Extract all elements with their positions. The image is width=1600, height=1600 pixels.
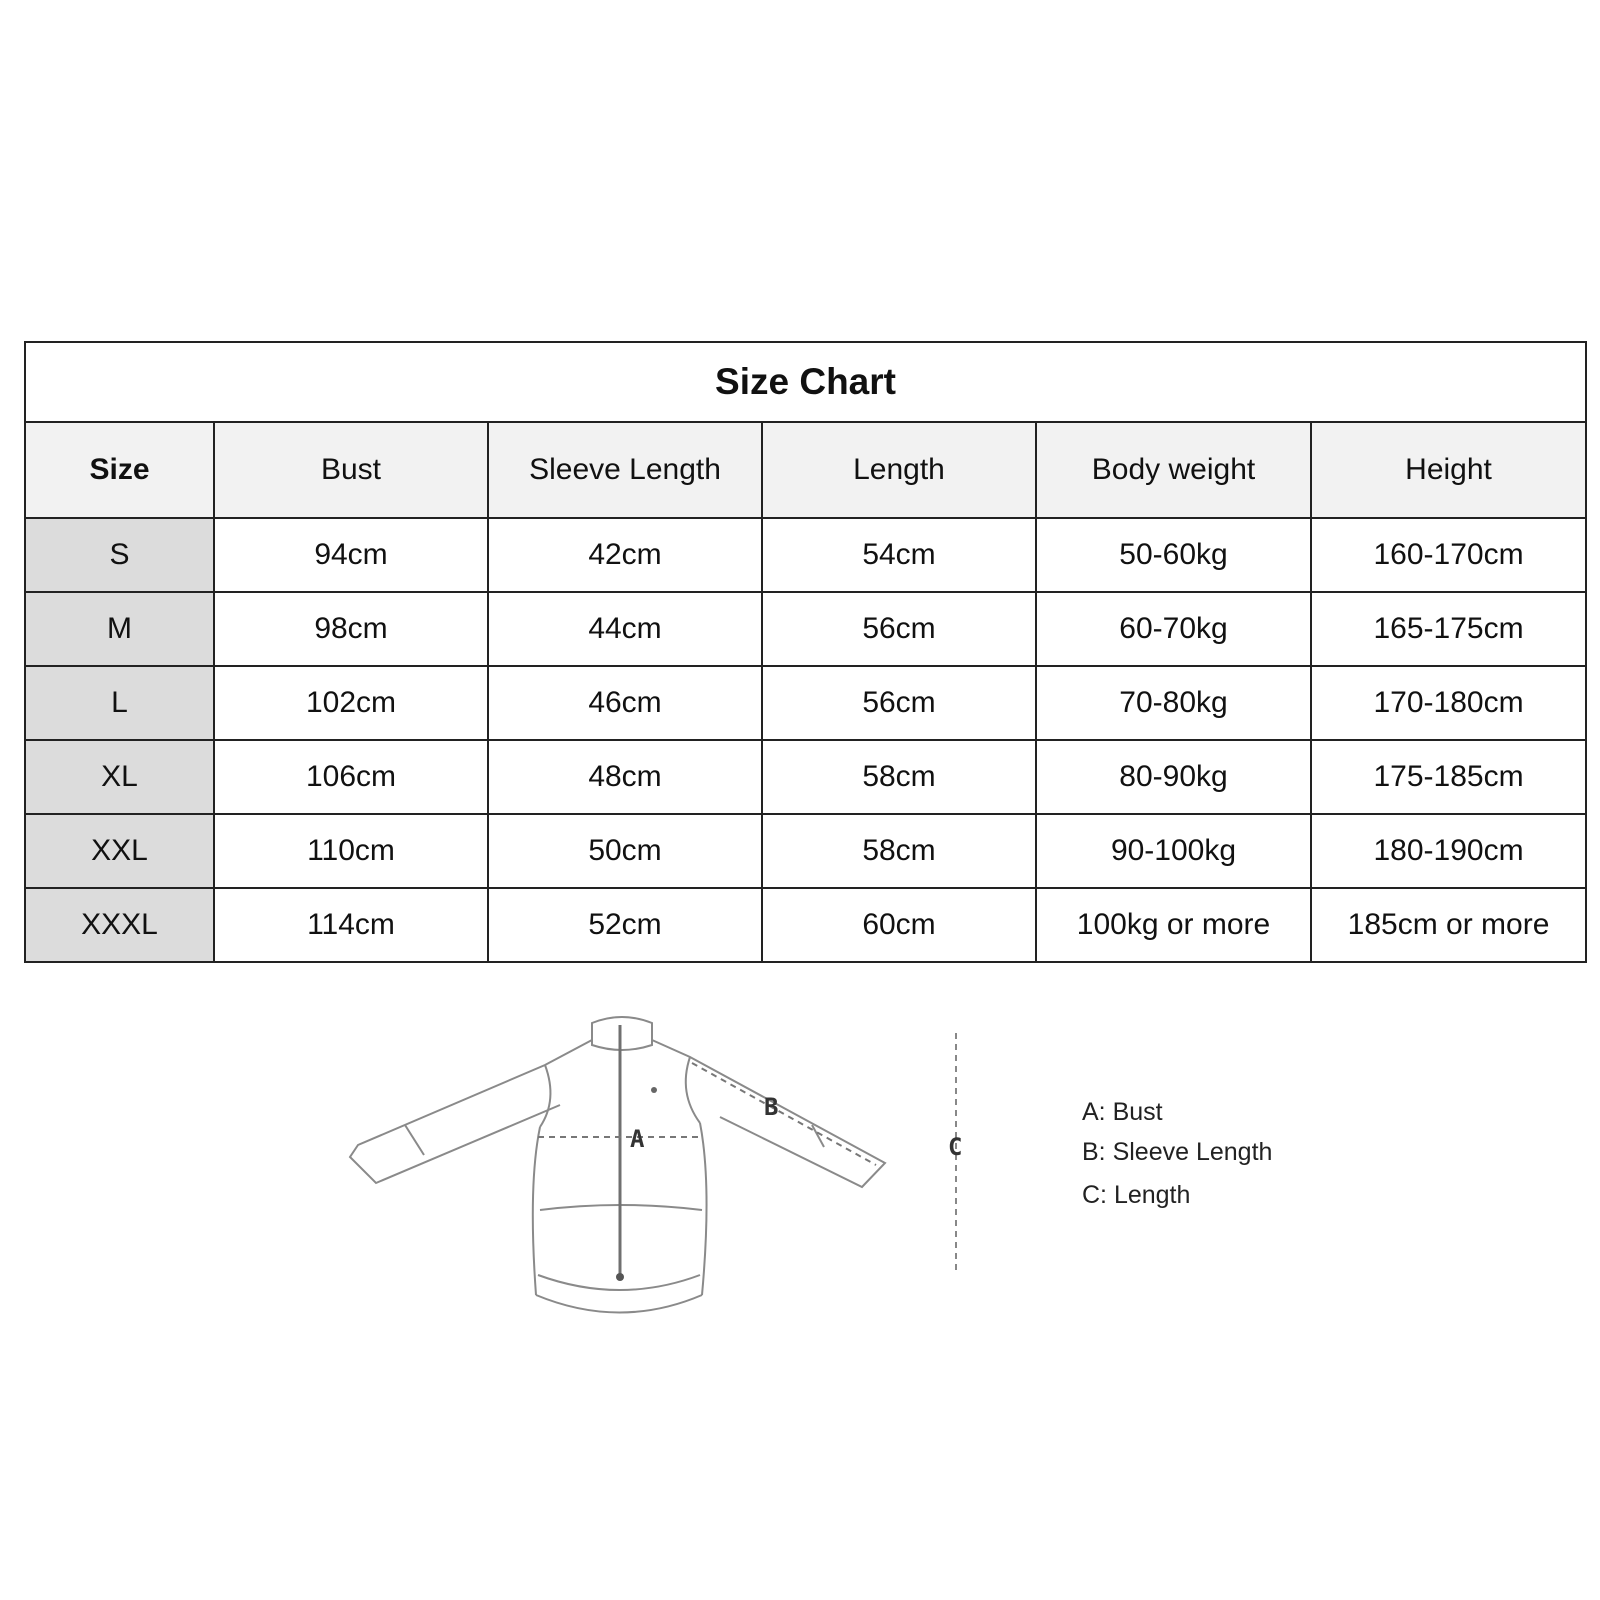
sleeve-length-cell: 48cm: [488, 740, 762, 814]
sleeve-length-cell: 44cm: [488, 592, 762, 666]
length-cell: 60cm: [762, 888, 1036, 962]
bust-cell: 110cm: [214, 814, 488, 888]
size-cell: XXXL: [25, 888, 214, 962]
sleeve-length-cell: 42cm: [488, 518, 762, 592]
column-header-body-weight: Body weight: [1036, 422, 1311, 518]
legend-item-length: C: Length: [1082, 1181, 1191, 1209]
height-cell: 175-185cm: [1311, 740, 1586, 814]
jersey-measurement-diagram: [340, 1005, 1290, 1335]
jersey-outline: [350, 1017, 885, 1313]
legend-item-bust: A: Bust: [1082, 1098, 1163, 1126]
sleeve-length-cell: 46cm: [488, 666, 762, 740]
length-cell: 58cm: [762, 740, 1036, 814]
length-cell: 56cm: [762, 592, 1036, 666]
length-cell: 58cm: [762, 814, 1036, 888]
length-cell: 56cm: [762, 666, 1036, 740]
body-weight-cell: 60-70kg: [1036, 592, 1311, 666]
body-weight-cell: 90-100kg: [1036, 814, 1311, 888]
height-cell: 160-170cm: [1311, 518, 1586, 592]
size-cell: XL: [25, 740, 214, 814]
height-cell: 185cm or more: [1311, 888, 1586, 962]
size-cell: M: [25, 592, 214, 666]
body-weight-cell: 80-90kg: [1036, 740, 1311, 814]
table-row: [25, 666, 1586, 740]
size-chart-table: [24, 341, 1587, 963]
column-header-height: Height: [1311, 422, 1586, 518]
size-cell: S: [25, 518, 214, 592]
zipper-pull: [616, 1273, 624, 1281]
table-row: [25, 814, 1586, 888]
marker-b: B: [764, 1093, 779, 1121]
height-cell: 165-175cm: [1311, 592, 1586, 666]
legend-item-sleeve-length: B: Sleeve Length: [1082, 1138, 1273, 1166]
body-weight-cell: 70-80kg: [1036, 666, 1311, 740]
size-cell: L: [25, 666, 214, 740]
length-cell: 54cm: [762, 518, 1036, 592]
height-cell: 180-190cm: [1311, 814, 1586, 888]
sleeve-length-cell: 52cm: [488, 888, 762, 962]
column-header-sleeve-length: Sleeve Length: [488, 422, 762, 518]
bust-cell: 106cm: [214, 740, 488, 814]
body-weight-cell: 50-60kg: [1036, 518, 1311, 592]
header-row: [25, 422, 1586, 518]
table-row: [25, 592, 1586, 666]
sleeve-length-cell: 50cm: [488, 814, 762, 888]
table-row: [25, 740, 1586, 814]
bust-cell: 94cm: [214, 518, 488, 592]
table-row: [25, 888, 1586, 962]
bust-cell: 114cm: [214, 888, 488, 962]
bust-cell: 98cm: [214, 592, 488, 666]
marker-a: A: [630, 1125, 645, 1153]
height-cell: 170-180cm: [1311, 666, 1586, 740]
bust-cell: 102cm: [214, 666, 488, 740]
chart-title: Size Chart: [25, 342, 1586, 422]
column-header-size: Size: [25, 422, 214, 518]
sleeve-measure-line: [692, 1063, 876, 1165]
column-header-bust: Bust: [214, 422, 488, 518]
column-header-length: Length: [762, 422, 1036, 518]
body-weight-cell: 100kg or more: [1036, 888, 1311, 962]
table-row: [25, 518, 1586, 592]
size-cell: XXL: [25, 814, 214, 888]
jersey-illustration: [340, 1005, 1290, 1335]
marker-c: C: [948, 1133, 963, 1161]
logo-dot: [651, 1087, 657, 1093]
